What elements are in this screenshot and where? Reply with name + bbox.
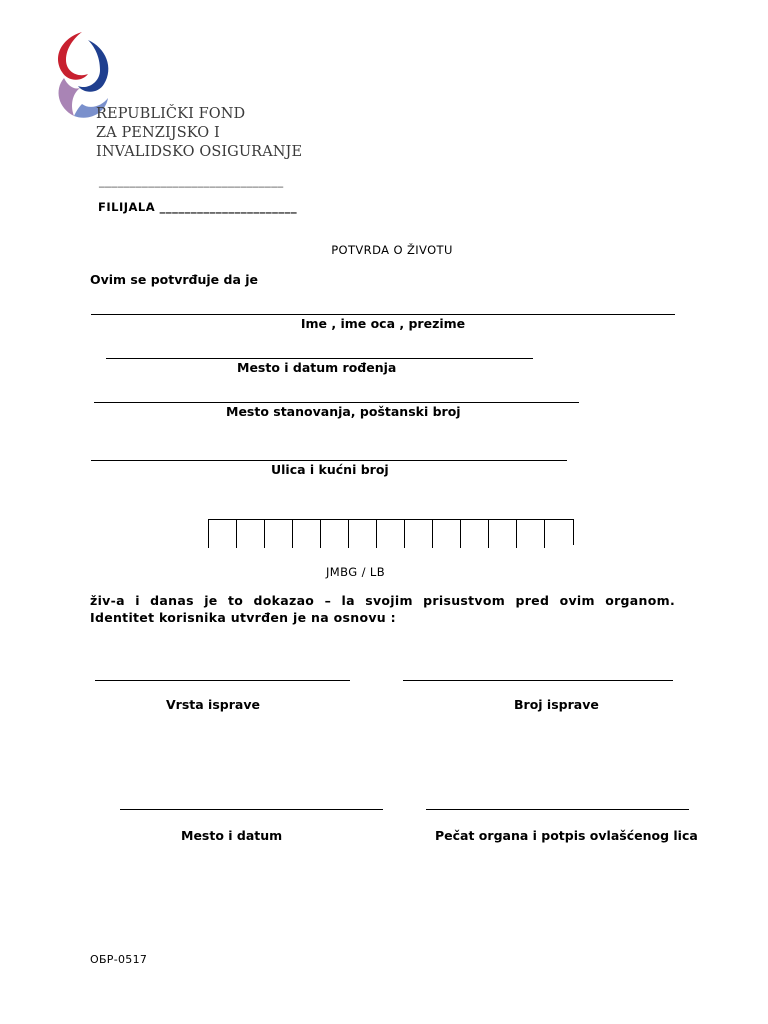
org-name-line-2: ZA PENZIJSKO I <box>96 125 220 141</box>
residence-line <box>94 402 579 403</box>
jmbg-box <box>292 519 320 545</box>
org-name-line-3: INVALIDSKO OSIGURANJE <box>96 144 303 160</box>
jmbg-box <box>544 519 574 545</box>
place-date-label: Mesto i datum <box>181 828 283 843</box>
name-line <box>91 314 675 315</box>
filijala-field: FILIJALA ______________________ <box>98 200 298 214</box>
jmbg-box <box>376 519 404 545</box>
org-name-line-1: REPUBLIČKI FOND <box>96 106 246 122</box>
street-label: Ulica i kućni broj <box>271 462 389 477</box>
statement-text: živ-a i danas je to dokazao – la svojim prisustvom pred ovim organom. Identitet korisnika utvrđen je na osnovu : <box>90 593 675 625</box>
birth-line <box>106 358 533 359</box>
document-type-line <box>95 680 350 681</box>
jmbg-box <box>432 519 460 545</box>
residence-label: Mesto stanovanja, poštanski broj <box>226 404 461 419</box>
jmbg-box <box>404 519 432 545</box>
street-line <box>91 460 567 461</box>
jmbg-box <box>264 519 292 545</box>
form-code: OБР-0517 <box>90 953 148 966</box>
birth-label: Mesto i datum rođenja <box>237 360 397 375</box>
stamp-signature-line <box>426 809 689 810</box>
jmbg-label: JMBG / LB <box>326 565 385 579</box>
name-label: Ime , ime oca , prezime <box>300 316 466 331</box>
jmbg-box <box>320 519 348 545</box>
jmbg-boxes <box>208 519 574 545</box>
jmbg-box <box>460 519 488 545</box>
stamp-signature-label: Pečat organa i potpis ovlašćenog lica <box>435 828 698 843</box>
place-date-line <box>120 809 383 810</box>
branch-blank-line: ______________________________ <box>99 174 284 188</box>
intro-text: Ovim se potvrđuje da je <box>90 272 258 287</box>
document-type-label: Vrsta isprave <box>166 697 260 712</box>
jmbg-box <box>348 519 376 545</box>
document-number-label: Broj isprave <box>514 697 599 712</box>
document-number-line <box>403 680 673 681</box>
jmbg-box <box>208 519 236 545</box>
form-title: POTVRDA O ŽIVOTU <box>331 243 453 257</box>
jmbg-box <box>516 519 544 545</box>
jmbg-box <box>236 519 264 545</box>
jmbg-box <box>488 519 516 545</box>
